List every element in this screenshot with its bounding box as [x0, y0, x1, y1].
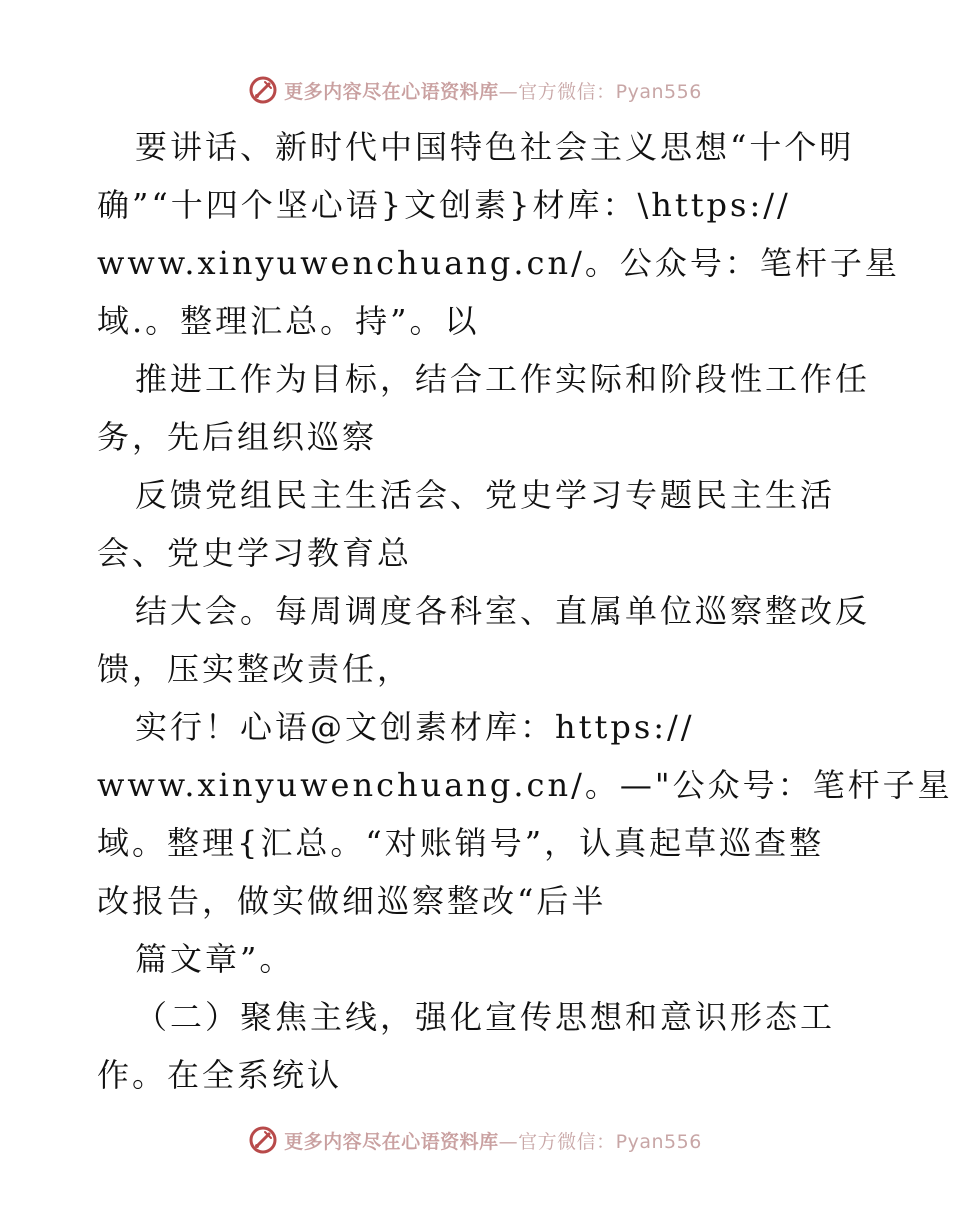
- logo-icon: [248, 75, 278, 105]
- text-line: 反馈党组民主生活会、党史学习专题民主生活: [135, 476, 836, 514]
- text-line: 改报告，做实做细巡察整改“后半: [97, 882, 607, 920]
- text-line: 馈，压实整改责任，: [97, 650, 413, 688]
- text-line: 域.。整理汇总。持”。以: [97, 302, 480, 340]
- header-text: [284, 77, 702, 104]
- text-line: www.xinyuwenchuang.cn/。—"公众号：笔杆子星: [97, 766, 953, 804]
- document-body: [97, 118, 953, 1108]
- text-line: 结大会。每周调度各科室、直属单位巡察整改反: [135, 592, 871, 630]
- text-line: 会、党史学习教育总: [97, 534, 413, 572]
- text-line: 推进工作为目标，结合工作实际和阶段性工作任: [135, 360, 871, 398]
- text-line: 作。在全系统认: [97, 1056, 343, 1094]
- text-line: 确”“十四个坚心语}文创素}材库：\https://: [97, 186, 791, 224]
- text-line: 实行！心语@文创素材库：https://: [135, 708, 695, 746]
- header-brand: 更多内容尽在心语资料库: [284, 80, 499, 103]
- text-line: 务，先后组织巡察: [97, 418, 378, 456]
- text-line: （二）聚焦主线，强化宣传思想和意识形态工: [135, 998, 836, 1036]
- footer-text: [284, 1127, 702, 1154]
- text-line: www.xinyuwenchuang.cn/。公众号：笔杆子星: [97, 244, 900, 282]
- footer-brand: 更多内容尽在心语资料库: [284, 1130, 499, 1153]
- text-line: 域。整理{汇总。“对账销号”，认真起草巡查整: [97, 824, 825, 862]
- logo-icon: [248, 1125, 278, 1155]
- text-line: 要讲话、新时代中国特色社会主义思想“十个明: [135, 128, 855, 166]
- text-line: 篇文章”。: [135, 940, 295, 978]
- header-suffix: —官方微信：Pyan556: [498, 80, 702, 103]
- page-header: [0, 70, 950, 110]
- page-footer: [0, 1120, 950, 1160]
- footer-suffix: —官方微信：Pyan556: [498, 1130, 702, 1153]
